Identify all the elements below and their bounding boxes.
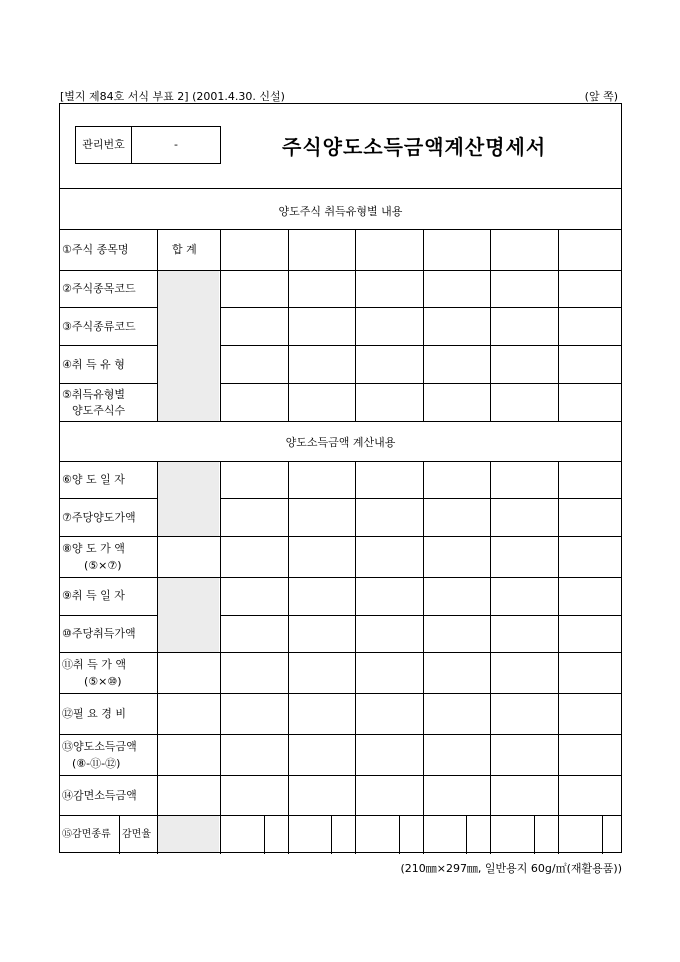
total-column-label: 합 계 <box>172 243 197 256</box>
row-divider <box>220 615 621 616</box>
row-divider <box>220 383 621 384</box>
column-divider <box>220 461 221 854</box>
column-divider <box>490 461 491 854</box>
column-divider <box>602 815 603 854</box>
row-label-stock-name: ①주식 종목명 <box>62 243 129 256</box>
column-divider <box>466 815 467 854</box>
column-divider <box>331 815 332 854</box>
row-divider <box>60 188 621 189</box>
column-divider <box>558 229 559 421</box>
management-number-box <box>75 126 221 164</box>
form-reference: [별지 제84호 서식 부표 2] (2001.4.30. 신설) <box>60 90 285 103</box>
row-divider <box>220 345 621 346</box>
column-divider <box>288 461 289 854</box>
row-label-capital-gain: ⑬양도소득금액 <box>62 740 137 753</box>
row-label-shares-by-type: ⑤취득유형별 <box>62 388 125 401</box>
row-label-transfer-price-per-share: ⑦주당양도가액 <box>62 511 136 524</box>
row-divider <box>60 498 157 499</box>
row-divider <box>60 693 621 694</box>
row-divider <box>220 498 621 499</box>
row-label-necessary-expenses: ⑫필 요 경 비 <box>62 707 126 720</box>
column-divider <box>355 461 356 854</box>
row-divider <box>60 536 621 537</box>
row-label-stock-code: ②주식종목코드 <box>62 282 136 295</box>
row-label-transfer-price-formula: (⑤×⑦) <box>84 559 122 572</box>
row-divider <box>60 461 621 462</box>
row-label-reduction-rate: 감면율 <box>122 829 151 840</box>
row-divider <box>60 229 621 230</box>
column-divider <box>220 229 221 421</box>
column-divider <box>490 229 491 421</box>
row-divider <box>60 615 157 616</box>
shaded-total-cell <box>157 461 219 536</box>
row-label-acquisition-price-formula: (⑤×⑩) <box>84 675 122 688</box>
row-label-reduction-type: ⑮감면종류 <box>62 829 111 840</box>
column-divider <box>534 815 535 854</box>
column-divider <box>355 229 356 421</box>
column-divider <box>264 815 265 854</box>
row-divider <box>60 421 621 422</box>
row-label-transfer-price: ⑧양 도 가 액 <box>62 542 125 555</box>
row-label-reduced-income: ⑭감면소득금액 <box>62 789 137 802</box>
row-divider <box>220 307 621 308</box>
paper-spec-note: (210㎜×297㎜, 일반용지 60g/㎡(재활용품)) <box>400 862 622 875</box>
shaded-total-cell <box>157 815 219 852</box>
management-number-field[interactable]: - <box>174 138 178 151</box>
row-divider <box>60 652 621 653</box>
shaded-total-cell <box>157 577 219 652</box>
row-label-transfer-date: ⑥양 도 일 자 <box>62 473 125 486</box>
row-label-stock-type-code: ③주식종류코드 <box>62 320 136 333</box>
row-label-acquisition-type: ④취 득 유 형 <box>62 358 125 371</box>
page-side-label: (앞 쪽) <box>584 90 618 103</box>
form-title: 주식양도소득금액계산명세서 <box>282 135 547 159</box>
row-divider <box>60 815 621 816</box>
row-divider <box>60 345 157 346</box>
row-label-acquisition-date: ⑨취 득 일 자 <box>62 589 125 602</box>
row-label-shares-by-type-sub: 양도주식수 <box>72 404 126 417</box>
row-label-acquisition-price-per-share: ⑩주당취득가액 <box>62 627 136 640</box>
shaded-total-cell <box>157 270 219 421</box>
row-label-capital-gain-formula: (⑧-⑪-⑫) <box>72 757 121 770</box>
row-divider <box>60 270 621 271</box>
column-divider <box>423 461 424 854</box>
section-heading-acquisition: 양도주식 취득유형별 내용 <box>278 205 403 218</box>
row-label-acquisition-price: ⑪취 득 가 액 <box>62 658 126 671</box>
management-number-label: 관리번호 <box>76 127 132 163</box>
row-divider <box>60 734 621 735</box>
section-heading-calculation: 양도소득금액 계산내용 <box>285 436 396 449</box>
column-divider <box>558 461 559 854</box>
column-divider <box>399 815 400 854</box>
column-divider <box>288 229 289 421</box>
row-divider <box>60 577 621 578</box>
row-divider <box>60 307 157 308</box>
column-divider <box>423 229 424 421</box>
row-divider <box>60 383 157 384</box>
column-divider <box>157 270 158 421</box>
column-divider <box>119 815 120 854</box>
column-divider <box>157 461 158 854</box>
calculation-form <box>59 103 622 853</box>
row-divider <box>60 775 621 776</box>
